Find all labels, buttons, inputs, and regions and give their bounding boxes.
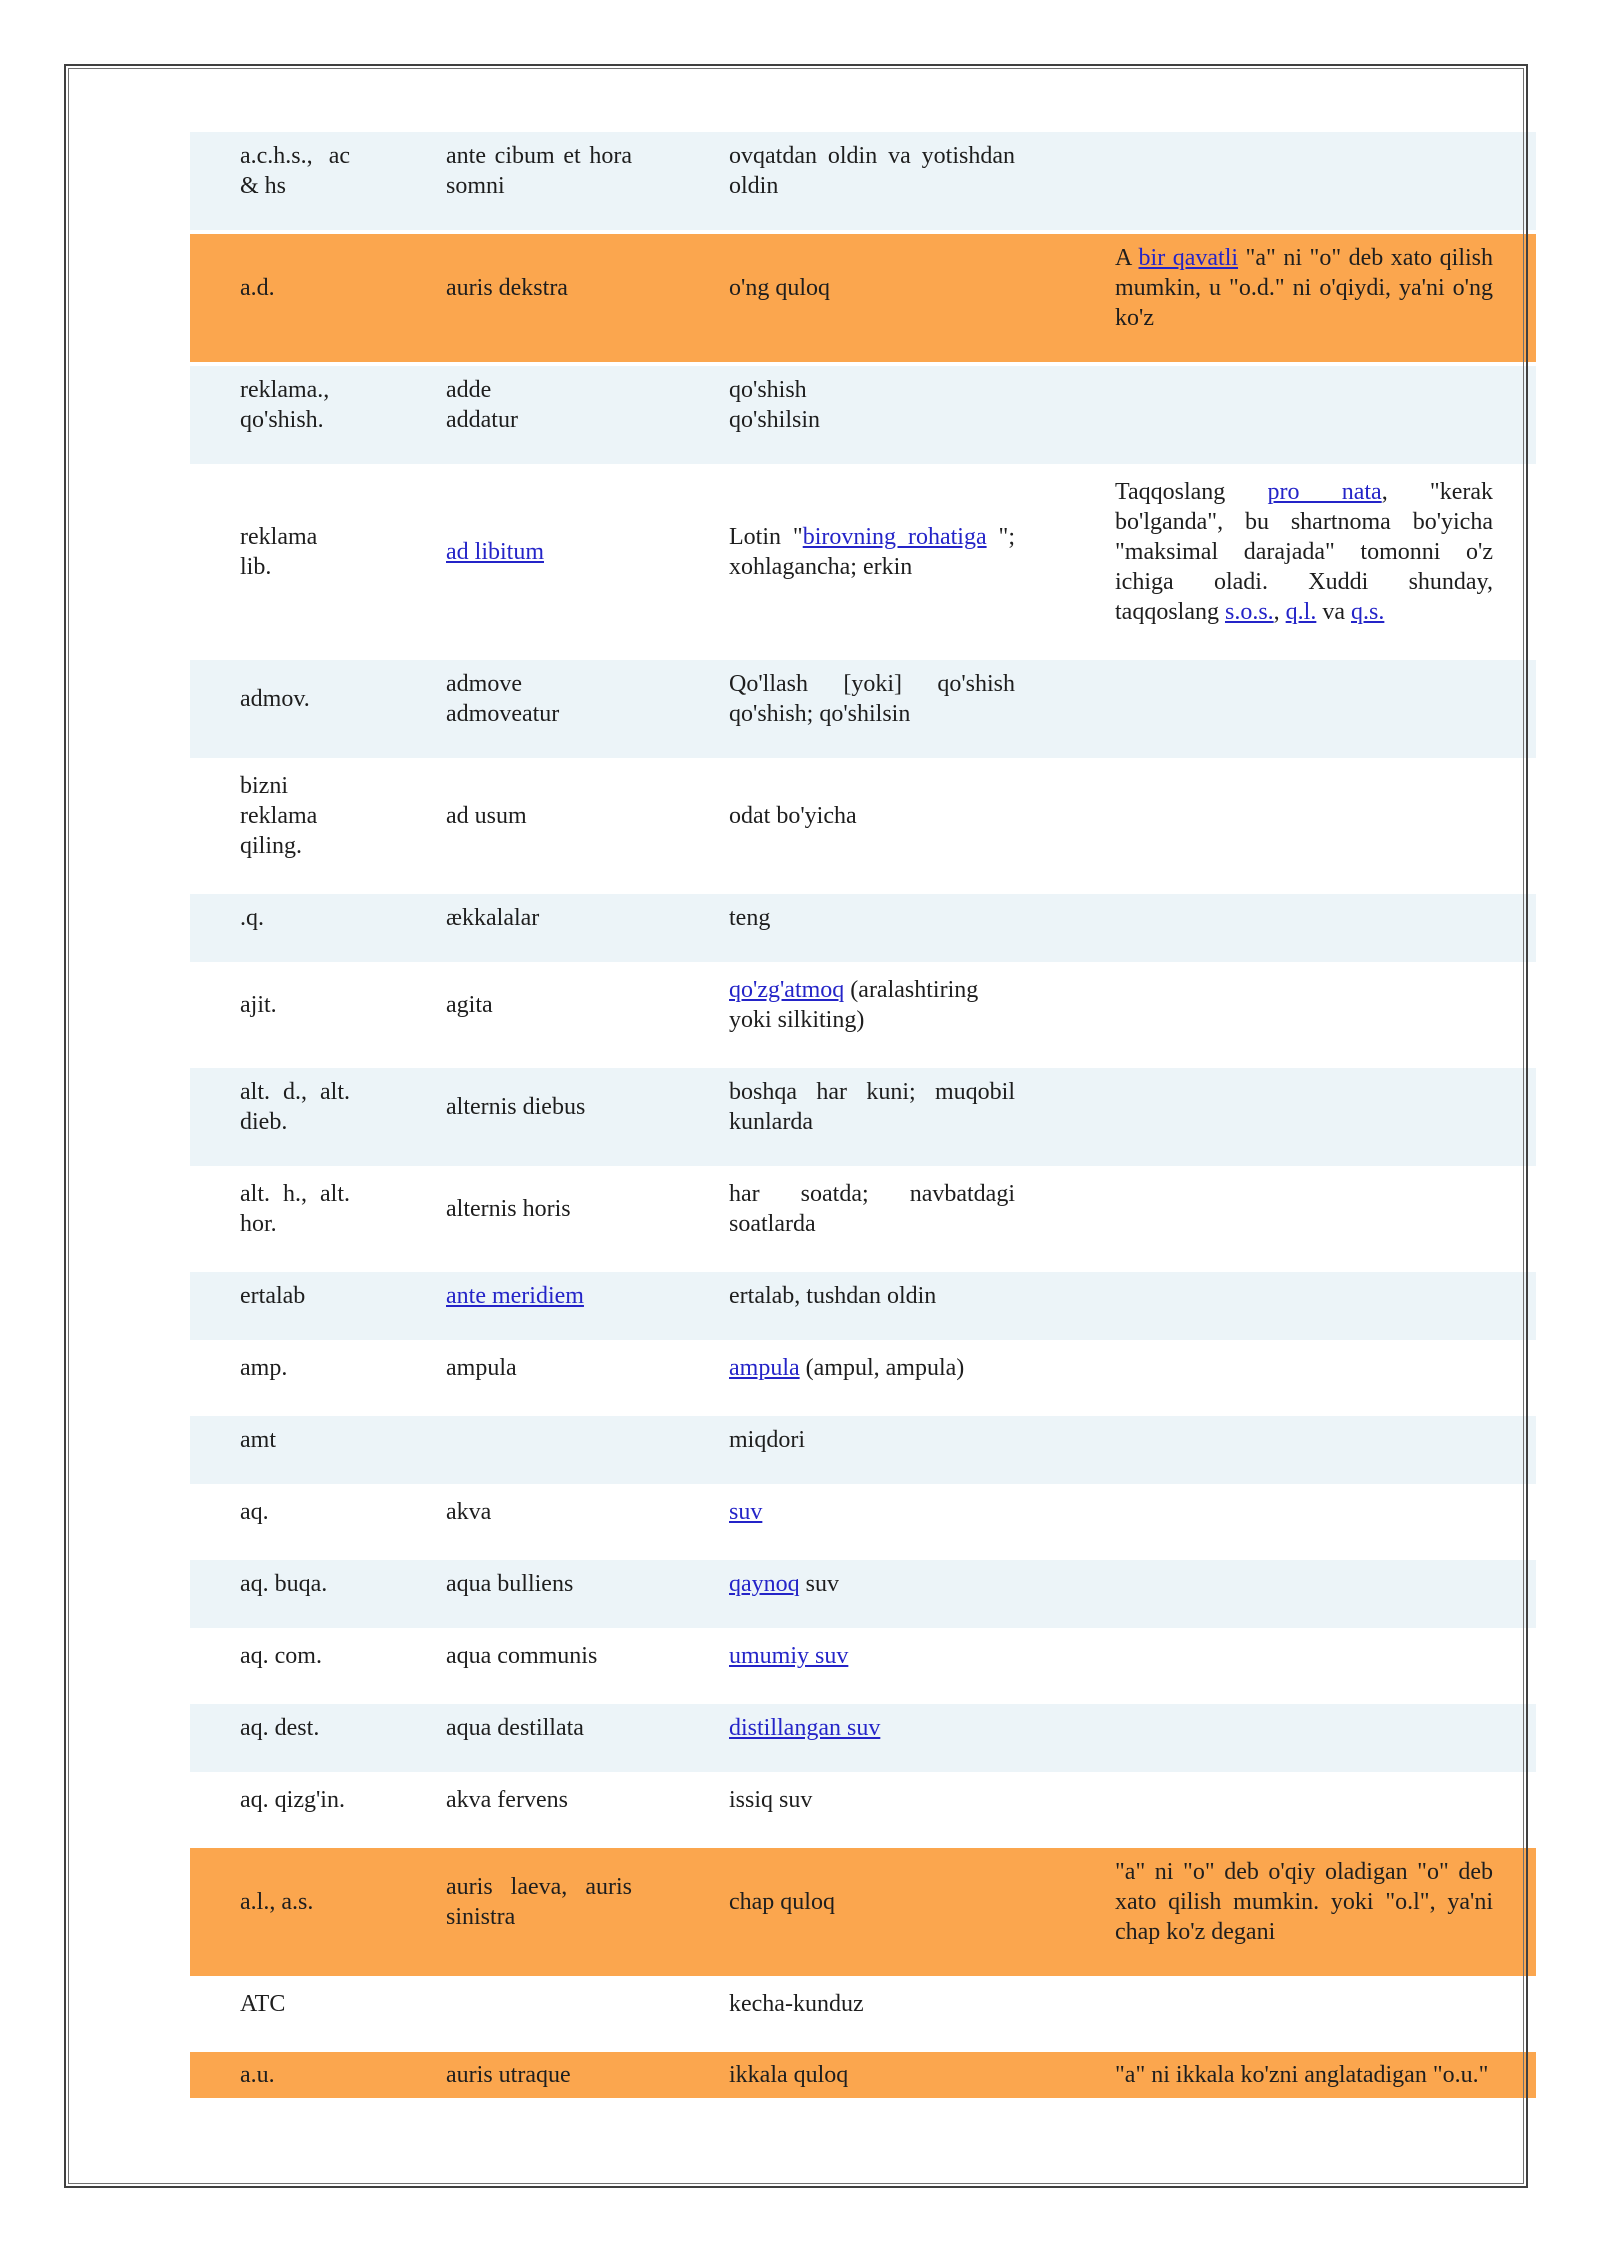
cell-text: ovqatdan oldin va yotishdan oldin <box>729 143 1015 199</box>
meaning-cell <box>679 762 1065 890</box>
meaning-cell <box>679 1344 1065 1412</box>
note-cell <box>1065 1704 1536 1772</box>
cell-text: alt. h., alt. hor. <box>240 1181 350 1237</box>
abbreviation-cell <box>190 1632 396 1700</box>
table-row-highlighted <box>190 1848 1536 1976</box>
abbreviation-cell <box>190 468 396 656</box>
cell-text: "a" ni ikkala ko'zni anglatadigan "o.u." <box>1115 2062 1489 2088</box>
abbreviation-cell <box>190 1704 396 1772</box>
note-cell <box>1065 1848 1536 1976</box>
abbreviation-cell <box>190 1560 396 1628</box>
latin-term-cell <box>396 132 679 230</box>
cell-text: ATC <box>240 1991 286 2017</box>
abbreviation-cell <box>190 966 396 1064</box>
abbreviation-cell <box>190 234 396 362</box>
cell-text: ækkalalar <box>446 905 540 931</box>
meaning-cell <box>679 1980 1065 2048</box>
cell-text: har soatda; navbatdagi soatlarda <box>729 1181 1015 1237</box>
table-row <box>190 966 1536 1064</box>
cell-text: , "kerak bo'lganda", bu shartnoma bo'yicha "maksimal darajada" tomonni o'z ichiga oladi. Xuddi shunday, taqqoslang <box>1115 479 1494 625</box>
cell-text: aq. qizg'in. <box>240 1787 345 1813</box>
cell-text: (ampul, ampula) <box>799 1355 965 1381</box>
cell-text: ad usum <box>446 803 527 829</box>
meaning-cell <box>679 1848 1065 1976</box>
latin-term-cell <box>396 1704 679 1772</box>
cell-text: suv <box>799 1571 839 1597</box>
table-row <box>190 1632 1536 1700</box>
table-row <box>190 762 1536 890</box>
table-row <box>190 1980 1536 2048</box>
cell-text: qo'shish qo'shilsin <box>729 377 821 433</box>
abbreviation-cell <box>190 660 396 758</box>
meaning-cell <box>679 1170 1065 1268</box>
cell-text: reklama., qo'shish. <box>240 377 330 433</box>
cell-text: miqdori <box>729 1427 805 1453</box>
cell-text: a.l., a.s. <box>240 1889 314 1915</box>
cell-text: admov. <box>240 686 310 712</box>
cell-text: alternis horis <box>446 1196 571 1222</box>
term-link[interactable]: birovning rohatiga <box>802 524 987 550</box>
cell-text: admove admoveatur <box>446 671 560 727</box>
cell-text: boshqa har kuni; muqobil kunlarda <box>729 1079 1015 1135</box>
meaning-cell <box>679 1416 1065 1484</box>
cell-text: amt <box>240 1427 276 1453</box>
cell-text: auris dekstra <box>446 275 568 301</box>
table-row <box>190 1704 1536 1772</box>
latin-term-cell <box>396 1776 679 1844</box>
cell-text: a.u. <box>240 2062 275 2088</box>
table-row <box>190 132 1536 230</box>
cell-text: Taqqoslang <box>1115 479 1268 505</box>
term-link[interactable]: qaynoq <box>729 1571 800 1597</box>
latin-term-cell <box>396 1560 679 1628</box>
latin-term-cell <box>396 1344 679 1412</box>
meaning-cell <box>679 1632 1065 1700</box>
cell-text: alternis diebus <box>446 1094 586 1120</box>
cell-text: va <box>1316 599 1351 625</box>
table-row <box>190 1170 1536 1268</box>
abbreviation-cell <box>190 132 396 230</box>
cell-text: odat bo'yicha <box>729 803 857 829</box>
cell-text: bizni reklama qiling. <box>240 773 318 859</box>
note-cell <box>1065 366 1536 464</box>
table-row <box>190 1776 1536 1844</box>
note-cell <box>1065 762 1536 890</box>
table-row <box>190 1344 1536 1412</box>
term-link[interactable]: s.o.s. <box>1224 599 1274 625</box>
cell-text: (aralashtiring yoki silkiting) <box>729 977 979 1033</box>
latin-term-cell <box>396 2052 679 2098</box>
cell-text: Qo'llash [yoki] qo'shish qo'shish; qo'shilsin <box>729 671 1015 727</box>
meaning-cell <box>679 1488 1065 1556</box>
table-row <box>190 1488 1536 1556</box>
latin-term-cell <box>396 1848 679 1976</box>
latin-term-cell <box>396 762 679 890</box>
cell-text: teng <box>729 905 771 931</box>
latin-term-cell <box>396 1980 679 2048</box>
meaning-cell <box>679 234 1065 362</box>
table-row <box>190 1416 1536 1484</box>
meaning-cell <box>679 1776 1065 1844</box>
abbreviation-cell <box>190 894 396 962</box>
term-link[interactable]: bir qavatli <box>1138 245 1239 271</box>
cell-text: a.d. <box>240 275 275 301</box>
table-row <box>190 468 1536 656</box>
abbreviation-cell <box>190 366 396 464</box>
table-row <box>190 1272 1536 1340</box>
abbreviation-table <box>190 128 1536 2102</box>
cell-text: issiq suv <box>729 1787 813 1813</box>
term-link[interactable]: distillangan suv <box>729 1715 881 1741</box>
latin-term-cell <box>396 1068 679 1166</box>
meaning-cell <box>679 894 1065 962</box>
cell-text: akva fervens <box>446 1787 568 1813</box>
latin-term-cell <box>396 366 679 464</box>
abbreviation-cell <box>190 2052 396 2098</box>
cell-text: ajit. <box>240 992 277 1018</box>
latin-term-cell <box>396 966 679 1064</box>
table-row <box>190 894 1536 962</box>
note-cell <box>1065 1068 1536 1166</box>
term-link[interactable]: ante meridiem <box>446 1283 584 1309</box>
note-cell <box>1065 132 1536 230</box>
abbreviation-cell <box>190 1416 396 1484</box>
cell-text: auris utraque <box>446 2062 571 2088</box>
note-cell <box>1065 894 1536 962</box>
latin-term-cell <box>396 1272 679 1340</box>
meaning-cell <box>679 660 1065 758</box>
meaning-cell <box>679 2052 1065 2098</box>
term-link[interactable]: pro nata <box>1267 479 1382 505</box>
latin-term-cell <box>396 234 679 362</box>
cell-text: ante cibum et hora somni <box>446 143 632 199</box>
table-row-highlighted <box>190 234 1536 362</box>
abbreviation-cell <box>190 1170 396 1268</box>
note-cell <box>1065 1488 1536 1556</box>
table-row <box>190 1560 1536 1628</box>
cell-text: amp. <box>240 1355 288 1381</box>
cell-text: A <box>1115 245 1139 271</box>
table-row-highlighted <box>190 2052 1536 2098</box>
term-link[interactable]: ampula <box>729 1355 800 1381</box>
cell-text: adde addatur <box>446 377 518 433</box>
latin-term-cell <box>396 660 679 758</box>
note-cell <box>1065 660 1536 758</box>
cell-text: auris laeva, auris sinistra <box>446 1874 632 1930</box>
note-cell <box>1065 966 1536 1064</box>
cell-text: a.c.h.s., ac & hs <box>240 143 350 199</box>
cell-text: reklama lib. <box>240 524 318 580</box>
cell-text: ikkala quloq <box>729 2062 849 2088</box>
abbreviation-cell <box>190 1272 396 1340</box>
cell-text: o'ng quloq <box>729 275 830 301</box>
meaning-cell <box>679 1704 1065 1772</box>
cell-text: agita <box>446 992 493 1018</box>
term-link[interactable]: umumiy suv <box>729 1643 849 1669</box>
abbreviation-cell <box>190 1488 396 1556</box>
abbreviation-cell <box>190 1848 396 1976</box>
cell-text: aq. com. <box>240 1643 322 1669</box>
note-cell <box>1065 1170 1536 1268</box>
meaning-cell <box>679 966 1065 1064</box>
meaning-cell <box>679 468 1065 656</box>
meaning-cell <box>679 1068 1065 1166</box>
term-link[interactable]: q.l. <box>1285 599 1317 625</box>
cell-text: chap quloq <box>729 1889 835 1915</box>
note-cell <box>1065 1344 1536 1412</box>
note-cell <box>1065 234 1536 362</box>
cell-text: .q. <box>240 905 264 931</box>
term-link[interactable]: ad libitum <box>446 539 544 565</box>
meaning-cell <box>679 1560 1065 1628</box>
note-cell <box>1065 1416 1536 1484</box>
table-row <box>190 1068 1536 1166</box>
cell-text: aqua communis <box>446 1643 598 1669</box>
note-cell <box>1065 2052 1536 2098</box>
cell-text: , <box>1273 599 1286 625</box>
abbreviation-cell <box>190 762 396 890</box>
abbreviation-cell <box>190 1068 396 1166</box>
cell-text: aq. dest. <box>240 1715 320 1741</box>
cell-text: "a" ni "o" deb xato qilish mumkin, u "o.d." ni o'qiydi, ya'ni o'ng ko'z <box>1115 245 1493 331</box>
cell-text: akva <box>446 1499 492 1525</box>
table-row <box>190 366 1536 464</box>
term-link[interactable]: suv <box>729 1499 763 1525</box>
cell-text: "a" ni "o" deb o'qiy oladigan "o" deb xato qilish mumkin. yoki "o.l", ya'ni chap ko'z degani <box>1115 1859 1493 1945</box>
cell-text: alt. d., alt. dieb. <box>240 1079 350 1135</box>
latin-term-cell <box>396 1632 679 1700</box>
meaning-cell <box>679 1272 1065 1340</box>
note-cell <box>1065 1632 1536 1700</box>
abbreviation-cell <box>190 1344 396 1412</box>
note-cell <box>1065 1776 1536 1844</box>
cell-text: ertalab <box>240 1283 306 1309</box>
note-cell <box>1065 1980 1536 2048</box>
cell-text: aqua destillata <box>446 1715 584 1741</box>
latin-term-cell <box>396 468 679 656</box>
meaning-cell <box>679 366 1065 464</box>
term-link[interactable]: qo'zg'atmoq <box>729 977 845 1003</box>
latin-term-cell <box>396 1170 679 1268</box>
note-cell <box>1065 1560 1536 1628</box>
note-cell <box>1065 1272 1536 1340</box>
cell-text: aq. buqa. <box>240 1571 328 1597</box>
abbreviation-cell <box>190 1776 396 1844</box>
cell-text: "; xohlagancha; erkin <box>729 524 1015 580</box>
latin-term-cell <box>396 1488 679 1556</box>
cell-text: aqua bulliens <box>446 1571 574 1597</box>
latin-term-cell <box>396 1416 679 1484</box>
cell-text: Lotin " <box>729 524 803 550</box>
cell-text: kecha-kunduz <box>729 1991 864 2017</box>
note-cell <box>1065 468 1536 656</box>
term-link[interactable]: q.s. <box>1351 599 1385 625</box>
abbreviation-cell <box>190 1980 396 2048</box>
cell-text: ampula <box>446 1355 517 1381</box>
table-row <box>190 660 1536 758</box>
cell-text: ertalab, tushdan oldin <box>729 1283 937 1309</box>
cell-text: aq. <box>240 1499 269 1525</box>
meaning-cell <box>679 132 1065 230</box>
abbreviation-table-body <box>190 132 1536 2098</box>
latin-term-cell <box>396 894 679 962</box>
